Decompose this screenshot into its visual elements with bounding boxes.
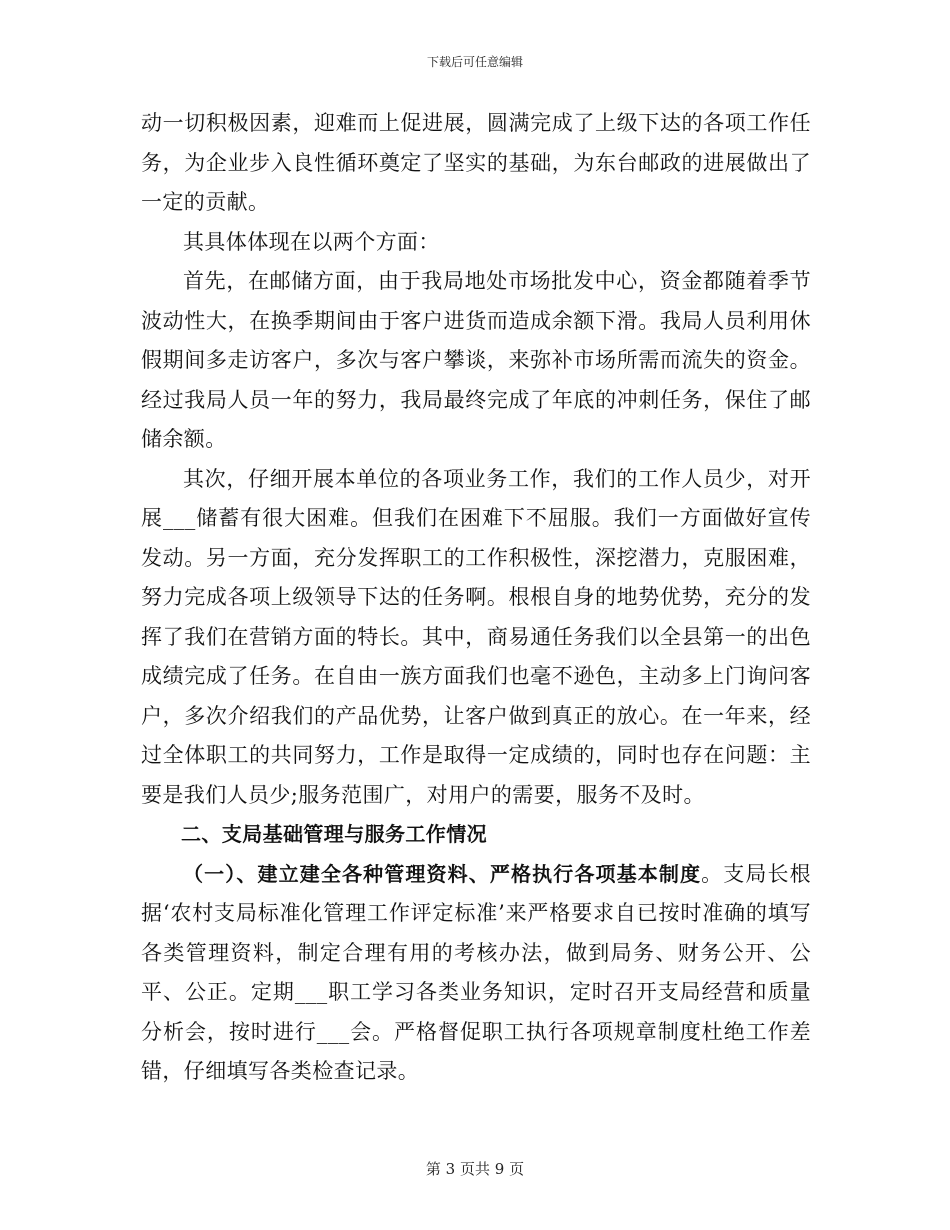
paragraph-4: 其次，仔细开展本单位的各项业务工作，我们的工作人员少，对开展___储蓄有很大困难。但我们在困难下不屈服。我们一方面做好宣传发动。另一方面，充分发挥职工的工作积极性，深挖潜力，克服困难，努力完成各项上级领导下达的任务啊。根根自身的地势优势，充分的发挥了我们在营销方面的特长。其中，商易通任务我们以全县第一的出色成绩完成了任务。在自由一族方面我们也毫不逊色，主动多上门询问客户，多次介绍我们的产品优势，让客户做到真正的放心。在一年来，经过全体职工的共同努力，工作是取得一定成绩的，同时也存在问题：主要是我们人员少;服务范围广，对用户的需要，服务不及时。 (141, 466, 811, 807)
paragraph-2: 其具体体现在以两个方面： (183, 229, 440, 254)
page-header: 下载后可任意编辑 (426, 55, 523, 69)
document-body (141, 104, 811, 1092)
page-footer: 第 3 页共 9 页 (425, 1160, 525, 1178)
subsection-title: （一）、建立建全各种管理资料、严格执行各项基本制度 (183, 861, 702, 886)
section-heading: 二、支局基础管理与服务工作情况 (181, 822, 487, 846)
paragraph-5-text: 。支局长根据‘农村支局标准化管理工作评定标准’来严格要求自已按时准确的填写各类管理资料，制定合理有用的考核办法，做到局务、财务公开、公平、公正。定期___职工学习各类业务知识，定时召开支局经营和质量分析会，按时进行___会。严格督促职工执行各项规章制度杜绝工作差错，仔细填写各类检查记录。 (141, 861, 812, 1083)
paragraph-3: 首先，在邮储方面，由于我局地处市场批发中心，资金都随着季节波动性大，在换季期间由于客户进货而造成余额下滑。我局人员利用休假期间多走访客户，多次与客户攀谈，来弥补市场所需而流失的资金。经过我局人员一年的努力，我局最终完成了年底的冲刺任务，保住了邮储余额。 (141, 269, 811, 451)
paragraph-1: 动一切积极因素，迎难而上促进展，圆满完成了上级下达的各项工作任务，为企业步入良性循环奠定了坚实的基础，为东台邮政的进展做出了一定的贡献。 (141, 111, 811, 214)
paragraph-5 (141, 855, 811, 1092)
